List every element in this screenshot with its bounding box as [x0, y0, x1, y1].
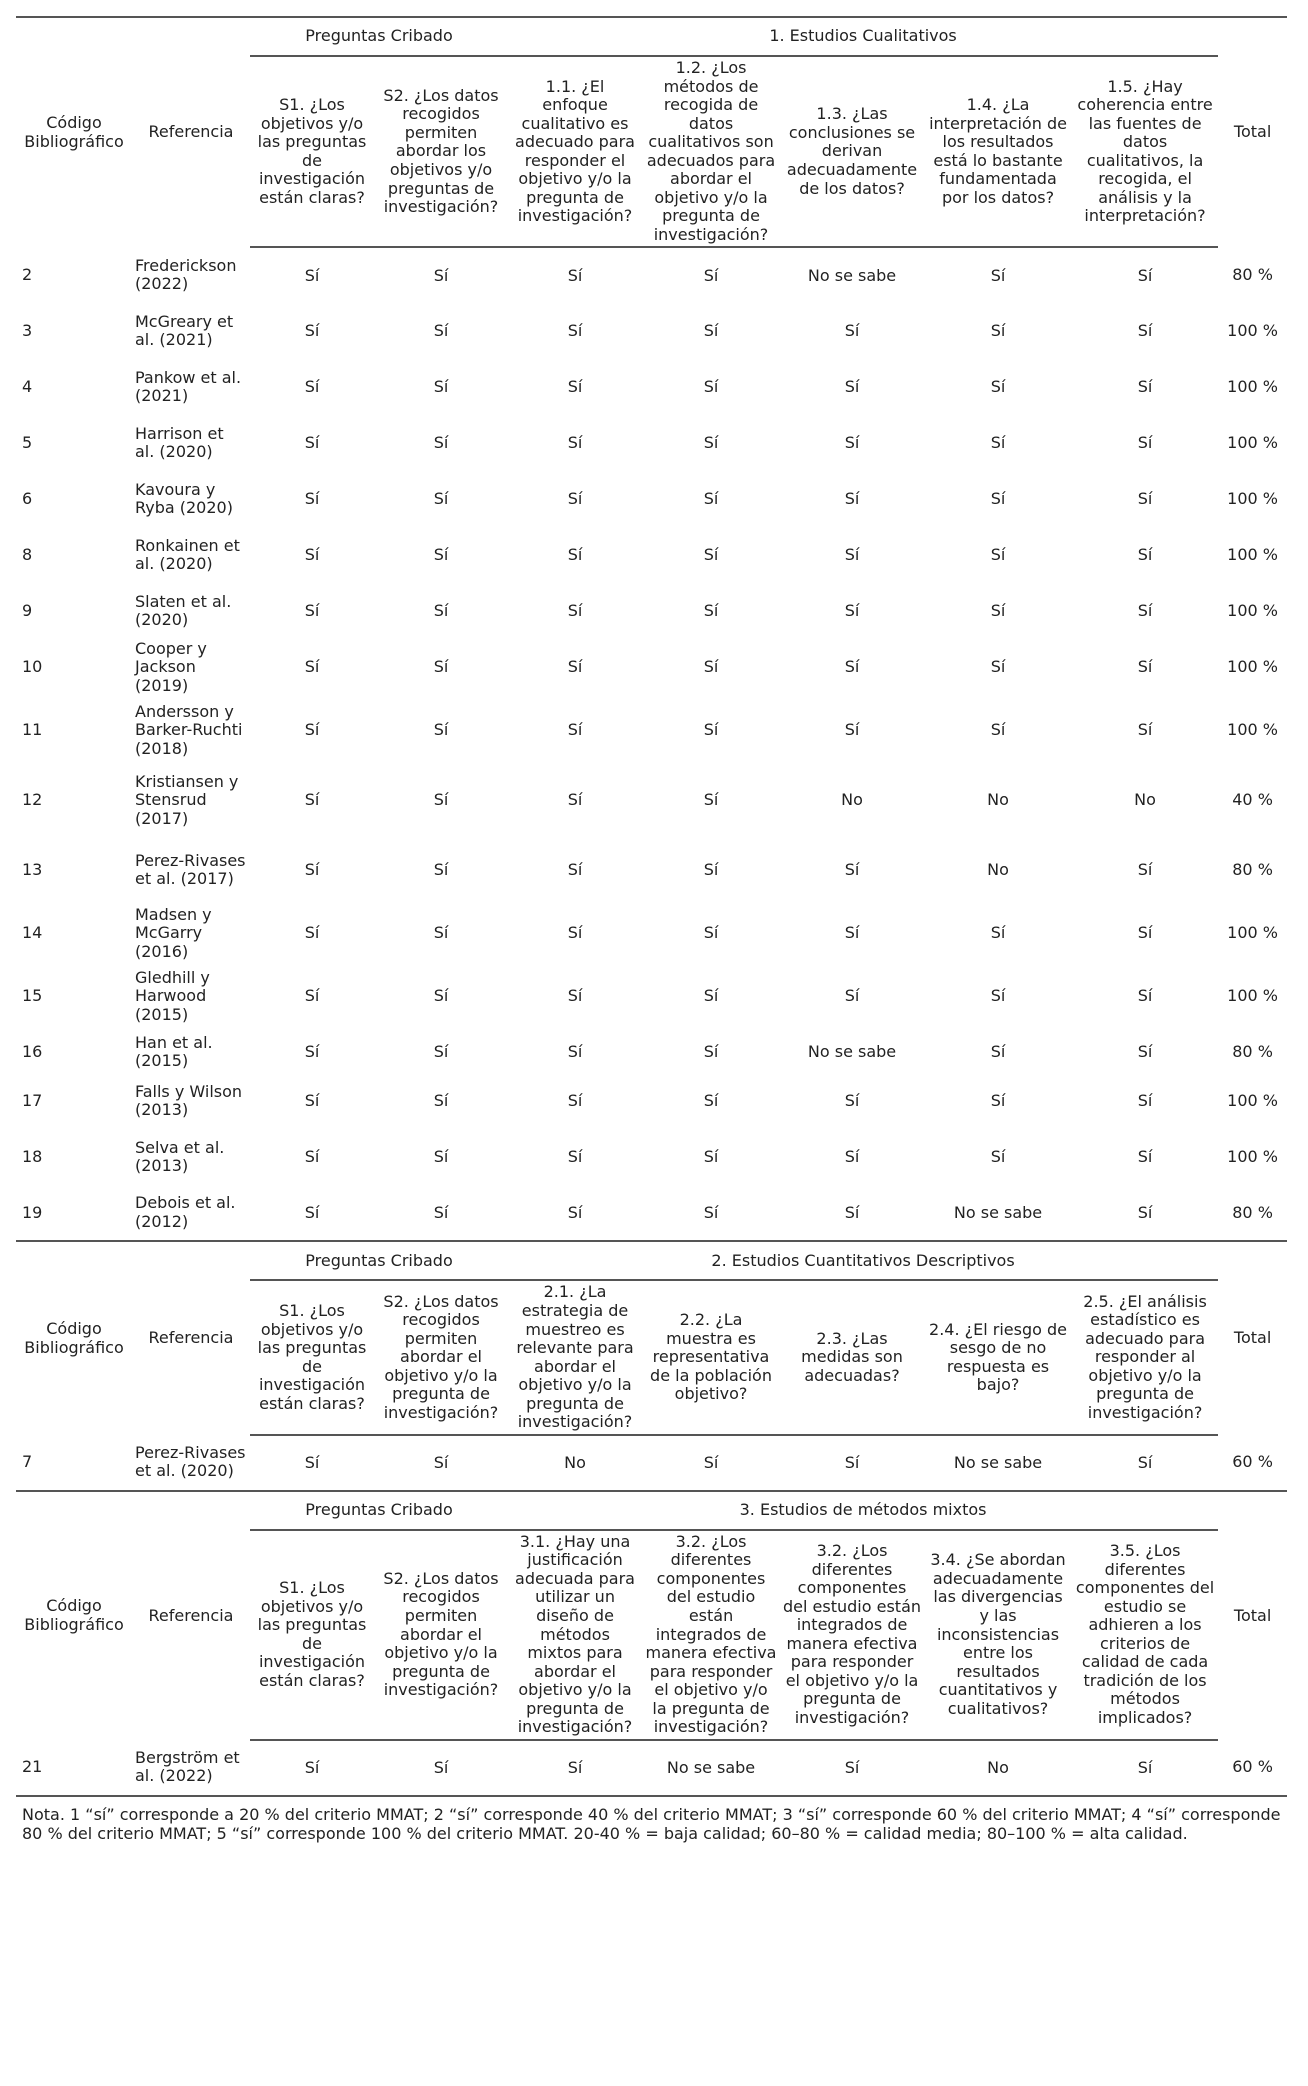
- screening-group-header: Preguntas Cribado: [250, 17, 508, 56]
- answer-cell: Sí: [990, 720, 1006, 740]
- answer-cell: Sí: [304, 545, 320, 565]
- answer-cell: No: [841, 790, 863, 810]
- total-score: 100 %: [1227, 657, 1278, 677]
- answer-cell: Sí: [304, 657, 320, 677]
- answer-cell: Sí: [642, 1185, 780, 1241]
- answer-cell: Sí: [703, 377, 719, 397]
- answer-cell: Sí: [990, 601, 1006, 621]
- answer-cell: Sí: [780, 1740, 924, 1796]
- question-header: 2.4. ¿El riesgo de sesgo de no respuesta es bajo?: [924, 1280, 1072, 1434]
- reference: Han et al. (2015): [135, 1032, 213, 1071]
- answer-cell: Sí: [508, 1740, 642, 1796]
- answer-cell: Sí: [642, 1435, 780, 1491]
- reference: Andersson y Barker-Ruchti (2018): [135, 701, 243, 758]
- table-row: [16, 1185, 1287, 1241]
- bibliographic-code: 17: [22, 1091, 43, 1111]
- answer-cell: No se sabe: [924, 1435, 1072, 1491]
- table-note: Nota. 1 “sí” corresponde a 20 % del criterio MMAT; 2 “sí” corresponde 40 % del criterio MMAT; 3 “sí” corresponde 60 % del criterio MMAT; 4 “sí” corresponde 80 % del criterio MMAT; 5 “sí” corresponde 100 % del criterio MMAT. 20-40 % = baja calidad; 60–80 % = calidad media; 80–100 % = alta calidad.: [22, 1804, 1281, 1844]
- answer-cell: Sí: [703, 545, 719, 565]
- total-score: 100 %: [1227, 720, 1278, 740]
- reference: Slaten et al. (2020): [135, 591, 232, 630]
- table-row: [16, 247, 1287, 303]
- question-s2-header: S2. ¿Los datos recogidos permiten abordar el objetivo y/o la pregunta de investigación?: [374, 1530, 508, 1740]
- answer-cell: Sí: [990, 433, 1006, 453]
- reference: Bergström et al. (2022): [132, 1740, 250, 1796]
- answer-cell: Sí: [703, 265, 719, 285]
- total-score: 100 %: [1227, 377, 1278, 397]
- reference: Falls y Wilson (2013): [135, 1081, 243, 1120]
- answer-cell: Sí: [304, 860, 320, 880]
- answer-cell: Sí: [433, 860, 449, 880]
- total-score: 60 %: [1218, 1435, 1287, 1491]
- reference: Madsen y McGarry (2016): [135, 904, 212, 961]
- answer-cell: Sí: [1137, 265, 1153, 285]
- answer-cell: Sí: [567, 657, 583, 677]
- answer-cell: Sí: [703, 860, 719, 880]
- answer-cell: Sí: [1137, 1091, 1153, 1111]
- reference: Gledhill y Harwood (2015): [135, 967, 210, 1024]
- answer-cell: Sí: [780, 1435, 924, 1491]
- table-row: [16, 1073, 1287, 1129]
- reference: Cooper y Jackson (2019): [135, 638, 207, 695]
- bibliographic-code: 16: [22, 1042, 43, 1062]
- table-row: [16, 415, 1287, 471]
- answer-cell: Sí: [1072, 1185, 1218, 1241]
- section-title: 2. Estudios Cuantitativos Descriptivos: [508, 1241, 1218, 1280]
- total-score: 100 %: [1227, 923, 1278, 943]
- answer-cell: Sí: [567, 1147, 583, 1167]
- reference: Perez-Rivases et al. (2017): [135, 850, 246, 889]
- answer-cell: Sí: [703, 923, 719, 943]
- answer-cell: Sí: [304, 720, 320, 740]
- answer-cell: Sí: [990, 986, 1006, 1006]
- answer-cell: Sí: [304, 377, 320, 397]
- answer-cell: Sí: [703, 720, 719, 740]
- table-row: [16, 1129, 1287, 1185]
- answer-cell: Sí: [567, 720, 583, 740]
- answer-cell: Sí: [304, 321, 320, 341]
- answer-cell: Sí: [433, 657, 449, 677]
- answer-cell: Sí: [433, 1091, 449, 1111]
- answer-cell: Sí: [1137, 433, 1153, 453]
- reference: Selva et al. (2013): [135, 1137, 225, 1176]
- question-s2-header: S2. ¿Los datos recogidos permiten abordar el objetivo y/o la pregunta de investigación?: [374, 1280, 508, 1434]
- total-score: 100 %: [1227, 1091, 1278, 1111]
- codigo-header: Código Bibliográfico: [16, 17, 132, 247]
- total-score: 60 %: [1218, 1740, 1287, 1796]
- answer-cell: Sí: [1072, 1435, 1218, 1491]
- question-header: 1.4. ¿La interpretación de los resultados está lo bastante fundamentada por los datos?: [924, 56, 1072, 247]
- answer-cell: Sí: [304, 433, 320, 453]
- answer-cell: Sí: [567, 321, 583, 341]
- bibliographic-code: 6: [22, 489, 33, 509]
- answer-cell: Sí: [990, 1091, 1006, 1111]
- bibliographic-code: 19: [16, 1185, 132, 1241]
- bibliographic-code: 4: [22, 377, 33, 397]
- answer-cell: Sí: [1137, 321, 1153, 341]
- question-header: 3.1. ¿Hay una justificación adecuada para utilizar un diseño de métodos mixtos para abordar el objetivo y/o la pregunta de investigación?: [508, 1530, 642, 1740]
- answer-cell: Sí: [304, 265, 320, 285]
- bibliographic-code: 7: [16, 1435, 132, 1491]
- question-header: 1.1. ¿El enfoque cualitativo es adecuado para responder el objetivo y/o la pregunta de investigación?: [508, 56, 642, 247]
- answer-cell: Sí: [567, 860, 583, 880]
- question-header: 2.1. ¿La estrategia de muestreo es relevante para abordar el objetivo y/o la pregunta de investigación?: [508, 1280, 642, 1434]
- answer-cell: Sí: [990, 265, 1006, 285]
- answer-cell: No se sabe: [807, 1042, 897, 1062]
- total-score: 100 %: [1227, 1147, 1278, 1167]
- answer-cell: Sí: [1137, 720, 1153, 740]
- answer-cell: Sí: [304, 1147, 320, 1167]
- answer-cell: No se sabe: [924, 1185, 1072, 1241]
- reference: Frederickson (2022): [135, 255, 237, 294]
- answer-cell: Sí: [703, 489, 719, 509]
- answer-cell: Sí: [1137, 986, 1153, 1006]
- table-row: [16, 527, 1287, 583]
- total-score: 100 %: [1227, 545, 1278, 565]
- answer-cell: Sí: [567, 1042, 583, 1062]
- mmat-quality-table-container: [16, 16, 1287, 1843]
- answer-cell: Sí: [304, 601, 320, 621]
- answer-cell: Sí: [433, 321, 449, 341]
- table-row: [16, 835, 1287, 905]
- answer-cell: Sí: [567, 1091, 583, 1111]
- answer-cell: Sí: [508, 1185, 642, 1241]
- total-score: 80 %: [1218, 1185, 1287, 1241]
- answer-cell: Sí: [1137, 923, 1153, 943]
- question-header: 3.2. ¿Los diferentes componentes del estudio están integrados de manera efectiva para responder el objetivo y/o la pregunta de investigación?: [642, 1530, 780, 1740]
- answer-cell: Sí: [844, 923, 860, 943]
- answer-cell: Sí: [703, 601, 719, 621]
- reference: Kavoura y Ryba (2020): [135, 479, 233, 518]
- answer-cell: Sí: [1072, 1740, 1218, 1796]
- answer-cell: Sí: [304, 923, 320, 943]
- answer-cell: Sí: [567, 790, 583, 810]
- table-row: [16, 639, 1287, 695]
- answer-cell: Sí: [1137, 377, 1153, 397]
- answer-cell: Sí: [433, 433, 449, 453]
- answer-cell: Sí: [990, 1042, 1006, 1062]
- total-score: 80 %: [1232, 1042, 1273, 1062]
- section-group-header-row: [16, 17, 1287, 56]
- answer-cell: Sí: [433, 377, 449, 397]
- answer-cell: No: [987, 860, 1009, 880]
- answer-cell: Sí: [433, 1147, 449, 1167]
- answer-cell: Sí: [844, 1147, 860, 1167]
- question-s1-header: S1. ¿Los objetivos y/o las preguntas de investigación están claras?: [250, 56, 374, 247]
- bibliographic-code: 11: [22, 720, 43, 740]
- table-row: [16, 359, 1287, 415]
- total-score: 100 %: [1227, 601, 1278, 621]
- answer-cell: Sí: [990, 923, 1006, 943]
- bibliographic-code: 10: [22, 657, 43, 677]
- table-row: [16, 303, 1287, 359]
- answer-cell: Sí: [703, 433, 719, 453]
- table-row: [16, 1740, 1287, 1796]
- mmat-quality-table: [16, 16, 1287, 1797]
- bibliographic-code: 3: [22, 321, 33, 341]
- bibliographic-code: 12: [22, 790, 43, 810]
- answer-cell: Sí: [567, 923, 583, 943]
- answer-cell: Sí: [703, 790, 719, 810]
- answer-cell: Sí: [844, 433, 860, 453]
- answer-cell: Sí: [304, 1091, 320, 1111]
- answer-cell: Sí: [990, 321, 1006, 341]
- answer-cell: Sí: [844, 545, 860, 565]
- answer-cell: Sí: [844, 657, 860, 677]
- section-title: 3. Estudios de métodos mixtos: [508, 1491, 1218, 1530]
- answer-cell: No: [924, 1740, 1072, 1796]
- question-s2-header: S2. ¿Los datos recogidos permiten abordar los objetivos y/o preguntas de investigación?: [374, 56, 508, 247]
- answer-cell: No se sabe: [807, 265, 897, 285]
- answer-cell: Sí: [304, 1042, 320, 1062]
- total-score: 80 %: [1232, 860, 1273, 880]
- question-s1-header: S1. ¿Los objetivos y/o las preguntas de investigación están claras?: [250, 1530, 374, 1740]
- reference: Ronkainen et al. (2020): [135, 535, 240, 574]
- answer-cell: Sí: [844, 601, 860, 621]
- answer-cell: Sí: [703, 657, 719, 677]
- table-row: [16, 471, 1287, 527]
- reference: Debois et al. (2012): [132, 1185, 250, 1241]
- answer-cell: Sí: [844, 1091, 860, 1111]
- bibliographic-code: 18: [22, 1147, 43, 1167]
- answer-cell: Sí: [844, 377, 860, 397]
- answer-cell: Sí: [567, 265, 583, 285]
- codigo-header: Código Bibliográfico: [16, 1241, 132, 1434]
- answer-cell: Sí: [433, 720, 449, 740]
- answer-cell: Sí: [1137, 1042, 1153, 1062]
- answer-cell: Sí: [374, 1435, 508, 1491]
- answer-cell: Sí: [433, 489, 449, 509]
- codigo-header: Código Bibliográfico: [16, 1491, 132, 1740]
- table-row: [16, 905, 1287, 961]
- answer-cell: Sí: [250, 1185, 374, 1241]
- referencia-header: Referencia: [132, 17, 250, 247]
- bibliographic-code: 5: [22, 433, 33, 453]
- section-group-header-row: [16, 1241, 1287, 1280]
- question-header: 2.3. ¿Las medidas son adecuadas?: [780, 1280, 924, 1434]
- answer-cell: Sí: [844, 986, 860, 1006]
- answer-cell: Sí: [374, 1185, 508, 1241]
- bibliographic-code: 9: [22, 601, 33, 621]
- total-header: Total: [1218, 1241, 1287, 1434]
- answer-cell: Sí: [304, 986, 320, 1006]
- answer-cell: No: [987, 790, 1009, 810]
- answer-cell: Sí: [433, 923, 449, 943]
- answer-cell: Sí: [374, 1740, 508, 1796]
- reference: McGreary et al. (2021): [135, 311, 234, 350]
- table-row: [16, 765, 1287, 835]
- answer-cell: No se sabe: [642, 1740, 780, 1796]
- answer-cell: Sí: [703, 986, 719, 1006]
- answer-cell: Sí: [1137, 1147, 1153, 1167]
- answer-cell: Sí: [567, 433, 583, 453]
- section-group-header-row: [16, 1491, 1287, 1530]
- total-header: Total: [1218, 17, 1287, 247]
- bibliographic-code: 21: [16, 1740, 132, 1796]
- answer-cell: Sí: [567, 377, 583, 397]
- reference: Harrison et al. (2020): [135, 423, 224, 462]
- answer-cell: Sí: [250, 1740, 374, 1796]
- answer-cell: Sí: [990, 657, 1006, 677]
- screening-group-header: Preguntas Cribado: [250, 1241, 508, 1280]
- question-s1-header: S1. ¿Los objetivos y/o las preguntas de investigación están claras?: [250, 1280, 374, 1434]
- answer-cell: Sí: [567, 489, 583, 509]
- referencia-header: Referencia: [132, 1241, 250, 1434]
- table-row: [16, 583, 1287, 639]
- answer-cell: Sí: [1137, 489, 1153, 509]
- question-header: 2.2. ¿La muestra es representativa de la población objetivo?: [642, 1280, 780, 1434]
- question-header: 3.5. ¿Los diferentes componentes del estudio se adhieren a los criterios de calidad de cada tradición de los métodos implicados?: [1072, 1530, 1218, 1740]
- answer-cell: Sí: [1137, 657, 1153, 677]
- question-header: 1.2. ¿Los métodos de recogida de datos cualitativos son adecuados para abordar el objetivo y/o la pregunta de investigación?: [642, 56, 780, 247]
- answer-cell: Sí: [990, 377, 1006, 397]
- answer-cell: Sí: [433, 601, 449, 621]
- answer-cell: No: [1134, 790, 1156, 810]
- answer-cell: Sí: [703, 1091, 719, 1111]
- screening-group-header: Preguntas Cribado: [250, 1491, 508, 1530]
- answer-cell: Sí: [990, 1147, 1006, 1167]
- answer-cell: Sí: [250, 1435, 374, 1491]
- answer-cell: No: [508, 1435, 642, 1491]
- answer-cell: Sí: [567, 545, 583, 565]
- table-row: [16, 1031, 1287, 1073]
- answer-cell: Sí: [304, 790, 320, 810]
- reference: Pankow et al. (2021): [135, 367, 242, 406]
- answer-cell: Sí: [990, 489, 1006, 509]
- total-score: 100 %: [1227, 489, 1278, 509]
- answer-cell: Sí: [433, 545, 449, 565]
- table-row: [16, 961, 1287, 1031]
- answer-cell: Sí: [780, 1185, 924, 1241]
- question-header: 3.2. ¿Los diferentes componentes del estudio están integrados de manera efectiva para responder el objetivo y/o la pregunta de investigación?: [780, 1530, 924, 1740]
- total-score: 100 %: [1227, 986, 1278, 1006]
- total-score: 100 %: [1227, 433, 1278, 453]
- question-header: 3.4. ¿Se abordan adecuadamente las divergencias y las inconsistencias entre los resultados cuantitativos y cualitativos?: [924, 1530, 1072, 1740]
- answer-cell: Sí: [844, 321, 860, 341]
- answer-cell: Sí: [567, 601, 583, 621]
- reference: Kristiansen y Stensrud (2017): [135, 771, 239, 828]
- answer-cell: Sí: [1137, 860, 1153, 880]
- answer-cell: Sí: [703, 321, 719, 341]
- total-score: 80 %: [1232, 265, 1273, 285]
- referencia-header: Referencia: [132, 1491, 250, 1740]
- answer-cell: Sí: [433, 790, 449, 810]
- section-title: 1. Estudios Cualitativos: [508, 17, 1218, 56]
- bibliographic-code: 8: [22, 545, 33, 565]
- reference: Perez-Rivases et al. (2020): [132, 1435, 250, 1491]
- table-row: [16, 695, 1287, 765]
- answer-cell: Sí: [1137, 545, 1153, 565]
- answer-cell: Sí: [844, 720, 860, 740]
- answer-cell: Sí: [703, 1042, 719, 1062]
- answer-cell: Sí: [433, 265, 449, 285]
- answer-cell: Sí: [433, 986, 449, 1006]
- answer-cell: Sí: [844, 860, 860, 880]
- answer-cell: Sí: [1137, 601, 1153, 621]
- answer-cell: Sí: [304, 489, 320, 509]
- question-header: 1.5. ¿Hay coherencia entre las fuentes de datos cualitativos, la recogida, el análisis y la interpretación?: [1072, 56, 1218, 247]
- total-score: 40 %: [1232, 790, 1273, 810]
- answer-cell: Sí: [703, 1147, 719, 1167]
- question-header: 2.5. ¿El análisis estadístico es adecuado para responder al objetivo y/o la pregunta de investigación?: [1072, 1280, 1218, 1434]
- answer-cell: Sí: [844, 489, 860, 509]
- total-header: Total: [1218, 1491, 1287, 1740]
- answer-cell: Sí: [990, 545, 1006, 565]
- table-row: [16, 1435, 1287, 1491]
- answer-cell: Sí: [567, 986, 583, 1006]
- bibliographic-code: 14: [22, 923, 43, 943]
- bibliographic-code: 15: [22, 986, 43, 1006]
- answer-cell: Sí: [433, 1042, 449, 1062]
- total-score: 100 %: [1227, 321, 1278, 341]
- bibliographic-code: 2: [22, 265, 33, 285]
- bibliographic-code: 13: [22, 860, 43, 880]
- question-header: 1.3. ¿Las conclusiones se derivan adecuadamente de los datos?: [780, 56, 924, 247]
